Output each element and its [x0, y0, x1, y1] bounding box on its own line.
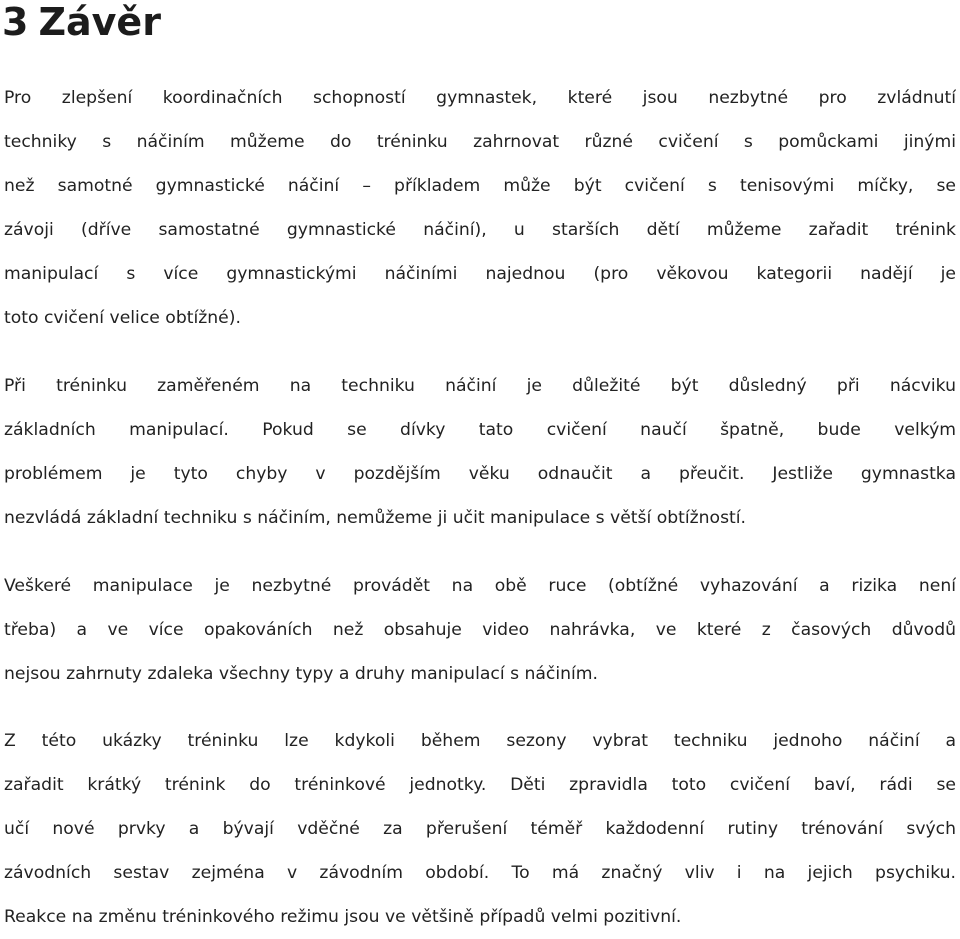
paragraph-line: Veškeré manipulace je nezbytné provádět na obě ruce (obtížné vyhazování a rizika není	[4, 576, 956, 596]
paragraph-line: závoji (dříve samostatné gymnastické náčiní), u starších dětí můžeme zařadit trénink	[4, 220, 956, 240]
chapter-title: Závěr	[38, 0, 161, 44]
paragraph-line: techniky s náčiním můžeme do tréninku zahrnovat různé cvičení s pomůckami jinými	[4, 132, 956, 152]
paragraph-3	[4, 564, 956, 696]
paragraph-line: manipulací s více gymnastickými náčiními najednou (pro věkovou kategorii nadějí je	[4, 264, 956, 284]
paragraph-line: Reakce na změnu tréninkového režimu jsou ve většině případů velmi pozitivní.	[4, 907, 682, 927]
paragraph-line: učí nové prvky a bývají vděčné za přerušení téměř každodenní rutiny trénování svých	[4, 819, 956, 839]
paragraph-1	[4, 76, 956, 340]
paragraph-line: Pro zlepšení koordinačních schopností gymnastek, které jsou nezbytné pro zvládnutí	[4, 88, 956, 108]
paragraph-line: nezvládá základní techniku s náčiním, nemůžeme ji učit manipulace s větší obtížností.	[4, 508, 746, 528]
paragraph-2	[4, 364, 956, 540]
paragraph-line: než samotné gymnastické náčiní – příkladem může být cvičení s tenisovými míčky, se	[4, 176, 956, 196]
paragraph-line: nejsou zahrnuty zdaleka všechny typy a druhy manipulací s náčiním.	[4, 664, 599, 684]
paragraph-line: Při tréninku zaměřeném na techniku náčiní je důležité být důsledný při nácviku	[4, 376, 956, 396]
paragraph-line: závodních sestav zejména v závodním období. To má značný vliv i na jejich psychiku.	[4, 863, 956, 883]
paragraph-4	[4, 719, 956, 939]
chapter-number: 3	[2, 0, 29, 44]
chapter-heading	[2, 0, 161, 46]
paragraph-line: třeba) a ve více opakováních než obsahuje video nahrávka, ve které z časových důvodů	[4, 620, 956, 640]
paragraph-line: Z této ukázky tréninku lze kdykoli během sezony vybrat techniku jednoho náčiní a	[4, 731, 956, 751]
paragraph-line: základních manipulací. Pokud se dívky tato cvičení naučí špatně, bude velkým	[4, 420, 956, 440]
paragraph-line: problémem je tyto chyby v pozdějším věku odnaučit a přeučit. Jestliže gymnastka	[4, 464, 956, 484]
paragraph-line: toto cvičení velice obtížné).	[4, 308, 241, 328]
paragraph-line: zařadit krátký trénink do tréninkové jednotky. Děti zpravidla toto cvičení baví, rádi se	[4, 775, 956, 795]
